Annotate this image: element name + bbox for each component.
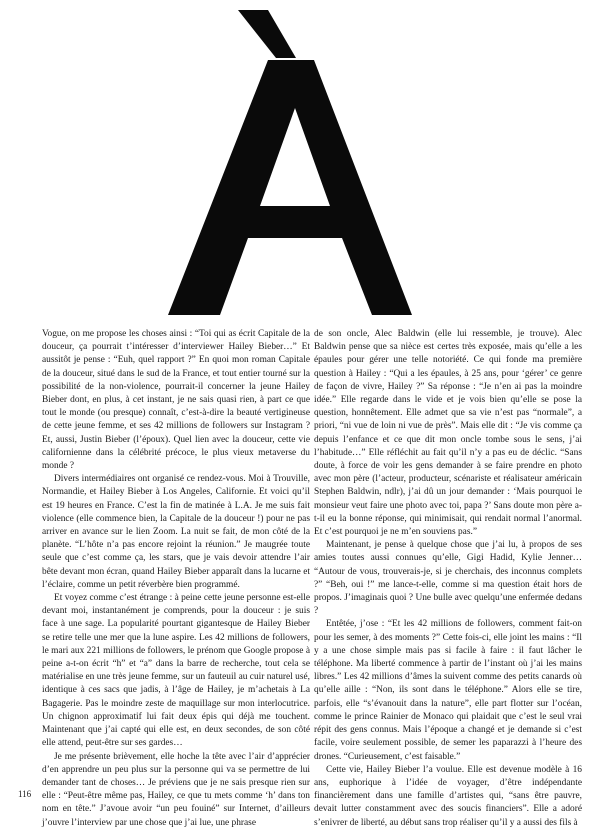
article-right-column <box>314 328 582 830</box>
article-paragraph: Cette vie, Hailey Bieber l’a voulue. Elle est devenue modèle à 16 ans, euphorique à l’idée de voyager, d’être indépendante financièrement dans une famille d’artistes qui, “sans être pauvre, devait lutter constamment avec des soucis financiers”. Elle a adoré s’enivrer de liberté, au début sans trop réaliser qu’il y a aussi des fils à <box>314 764 582 828</box>
drop-cap-letter <box>150 10 430 320</box>
article-paragraph: Et voyez comme c’est étrange : à peine cette jeune personne est-elle devant moi, instantanément je comprends, pour la douceur : je suis face à une sage. La popularité pourtant gigantesque de Hailey Bieber se retire telle une mer que la lune aspire. Les 42 millions de followers, le mari aux 221 millions de followers, le prénom que Google propose à peine a-t-on écrit “h” et “a” dans la barre de recherche, tout cela se matérialise en une très jeune femme, sur un fauteuil au cuir naturel usé, identique à ces sacs que jadis, à l’âge de Hailey, je m’achetais à La Bagagerie. Pas le moindre zeste de maquillage sur mon interlocutrice. Un chignon approximatif lui fait deux épis qui déjà me touchent. Maintenant que j’ai capté qui elle est, en deux secondes, de son côté elle attend, peut-être sur ses gardes… <box>42 593 310 749</box>
drop-cap-graphic <box>150 10 430 320</box>
article-paragraph: Je me présente brièvement, elle hoche la tête avec l’air d’apprécier d’en apprendre un peu plus sur la personne qui va se permettre de lui demander tant de choses… Je préviens que je ne sais presque rien sur elle : “Peut-être même pas, Hailey, ce que tu mets comme ‘h’ dans ton nom en tête.” J’avoue avoir “un peu fouiné” sur Internet, d’ailleurs j’ouvre l’interview par une chose que j’ai lue, une phrase <box>42 751 310 828</box>
article-paragraph: de son oncle, Alec Baldwin (elle lui ressemble, je trouve). Alec Baldwin pense que sa nièce est certes très exposée, mais qu’elle a les épaules pour gérer une telle notoriété. Ce qui fonde ma première question à Hailey : “Qui a les épaules, à 25 ans, pour ‘gérer’ ce genre de façon de vivre, Hailey ?” Sa réponse : “Je n’en ai pas la moindre idée.” Elle regarde dans le vide et je vois bien qu’elle se pose la question, honnêtement. Elle admet que sa vie n’est pas “normale”, a priori, “ni vue de loin ni vue de près”. Mais elle dit : “Je vis comme ça depuis l’enfance et ce que dit mon oncle tombe sous le sens, j’ai l’habitude…” Elle réfléchit au fait qu’il n’y a pas eu de déclic. “Sans doute, à force de voir les gens demander à se faire prendre en photo avec mon père (l’acteur, producteur, scénariste et réalisateur américain Stephen Baldwin, ndlr), j’ai dû un jour demander : ‘Mais pourquoi le monsieur veut faire une photo avec toi, papa ?’ Sans doute mon père a-t-il eu la bonne réponse, qui minimisait, qui rendait normal l’anormal. Et c’est pourquoi je ne m’en souviens pas.” <box>314 329 582 538</box>
article-paragraph: Entêtée, j’ose : “Et les 42 millions de followers, comment fait-on pour les semer, à des moments ?” Cette fois-ci, elle joint les mains : “Il y a une chose simple mais pas si facile à faire : il faut lâcher le téléphone. Ma liberté commence à partir de l’instant où j’ai les mains libres.” Les 42 millions d’âmes la suivent comme des petits canards où qu’elle aille : “Non, ils sont dans le téléphone.” Alors elle se tire, parfois, elle “s’évanouit dans la nature”, elle part flotter sur l’océan, comme le prince Rainier de Monaco qui plaidait que c’est le seul vrai répit des gens connus. Mais l’époque a changé et je demande si c’est facile, voire seulement possible, de semer les paparazzi à l’heure des drones. “Curieusement, c’est faisable.” <box>314 619 582 762</box>
article-paragraph: Vogue, on me propose les choses ainsi : “Toi qui as écrit Capitale de la douceur, ça pourrait t’intéresser d’interviewer Hailey Bieber…” Et aussitôt je pense : “Euh, quel rapport ?” En quoi mon roman Capitale de la douceur, situé dans le sud de la France, et tout entier tourné sur la possibilité de la non-violence, pourrait-il concerner la jeune Hailey Bieber dont, en plus, à cet instant, je ne sais quasi rien, à part ce que tout le monde (ou presque) connaît, c’est-à-dire la beauté vertigineuse de cette jeune femme, et ses 42 millions de followers sur Instagram ? Et, aussi, Justin Bieber (l’époux). Quel lien avec la douceur, cette vie californienne dans la célébrité précoce, le plus vieux metaverse du monde ? <box>42 329 310 472</box>
article-left-column <box>42 328 310 830</box>
article-paragraph: Divers intermédiaires ont organisé ce rendez-vous. Moi à Trouville, Normandie, et Hailey Bieber à Los Angeles, Californie. Et voici qu’il est 19 heures en France. C’est la fin de matinée à L.A. Je me suis fait violence (elle commence bien, la Capitale de la douceur !) pour ne pas arriver en avance sur le lien Zoom. La nuit se fait, de mon côté de la planète. “L’hôte n’a pas encore rejoint la réunion.” Je maugrée toute seule que c’est comme ça, les stars, que je vais devoir attendre l’air bête devant mon écran, quand Hailey Bieber apparaît dans la lucarne et l’éclaire, comme un petit réverbère bien programmé. <box>42 474 310 590</box>
article-paragraph: Maintenant, je pense à quelque chose que j’ai lu, à propos de ses amies toutes aussi connues qu’elle, Gigi Hadid, Kylie Jenner… “Autour de vous, trouverais-je, si je cherchais, des inconnus complets ?” “Beh, oui !” me lance-t-elle, comme si ma question était hors de propos. J’imaginais quoi ? Une bulle avec quelqu’une enfermée dedans ? <box>314 540 582 617</box>
page-number: 116 <box>18 789 32 799</box>
